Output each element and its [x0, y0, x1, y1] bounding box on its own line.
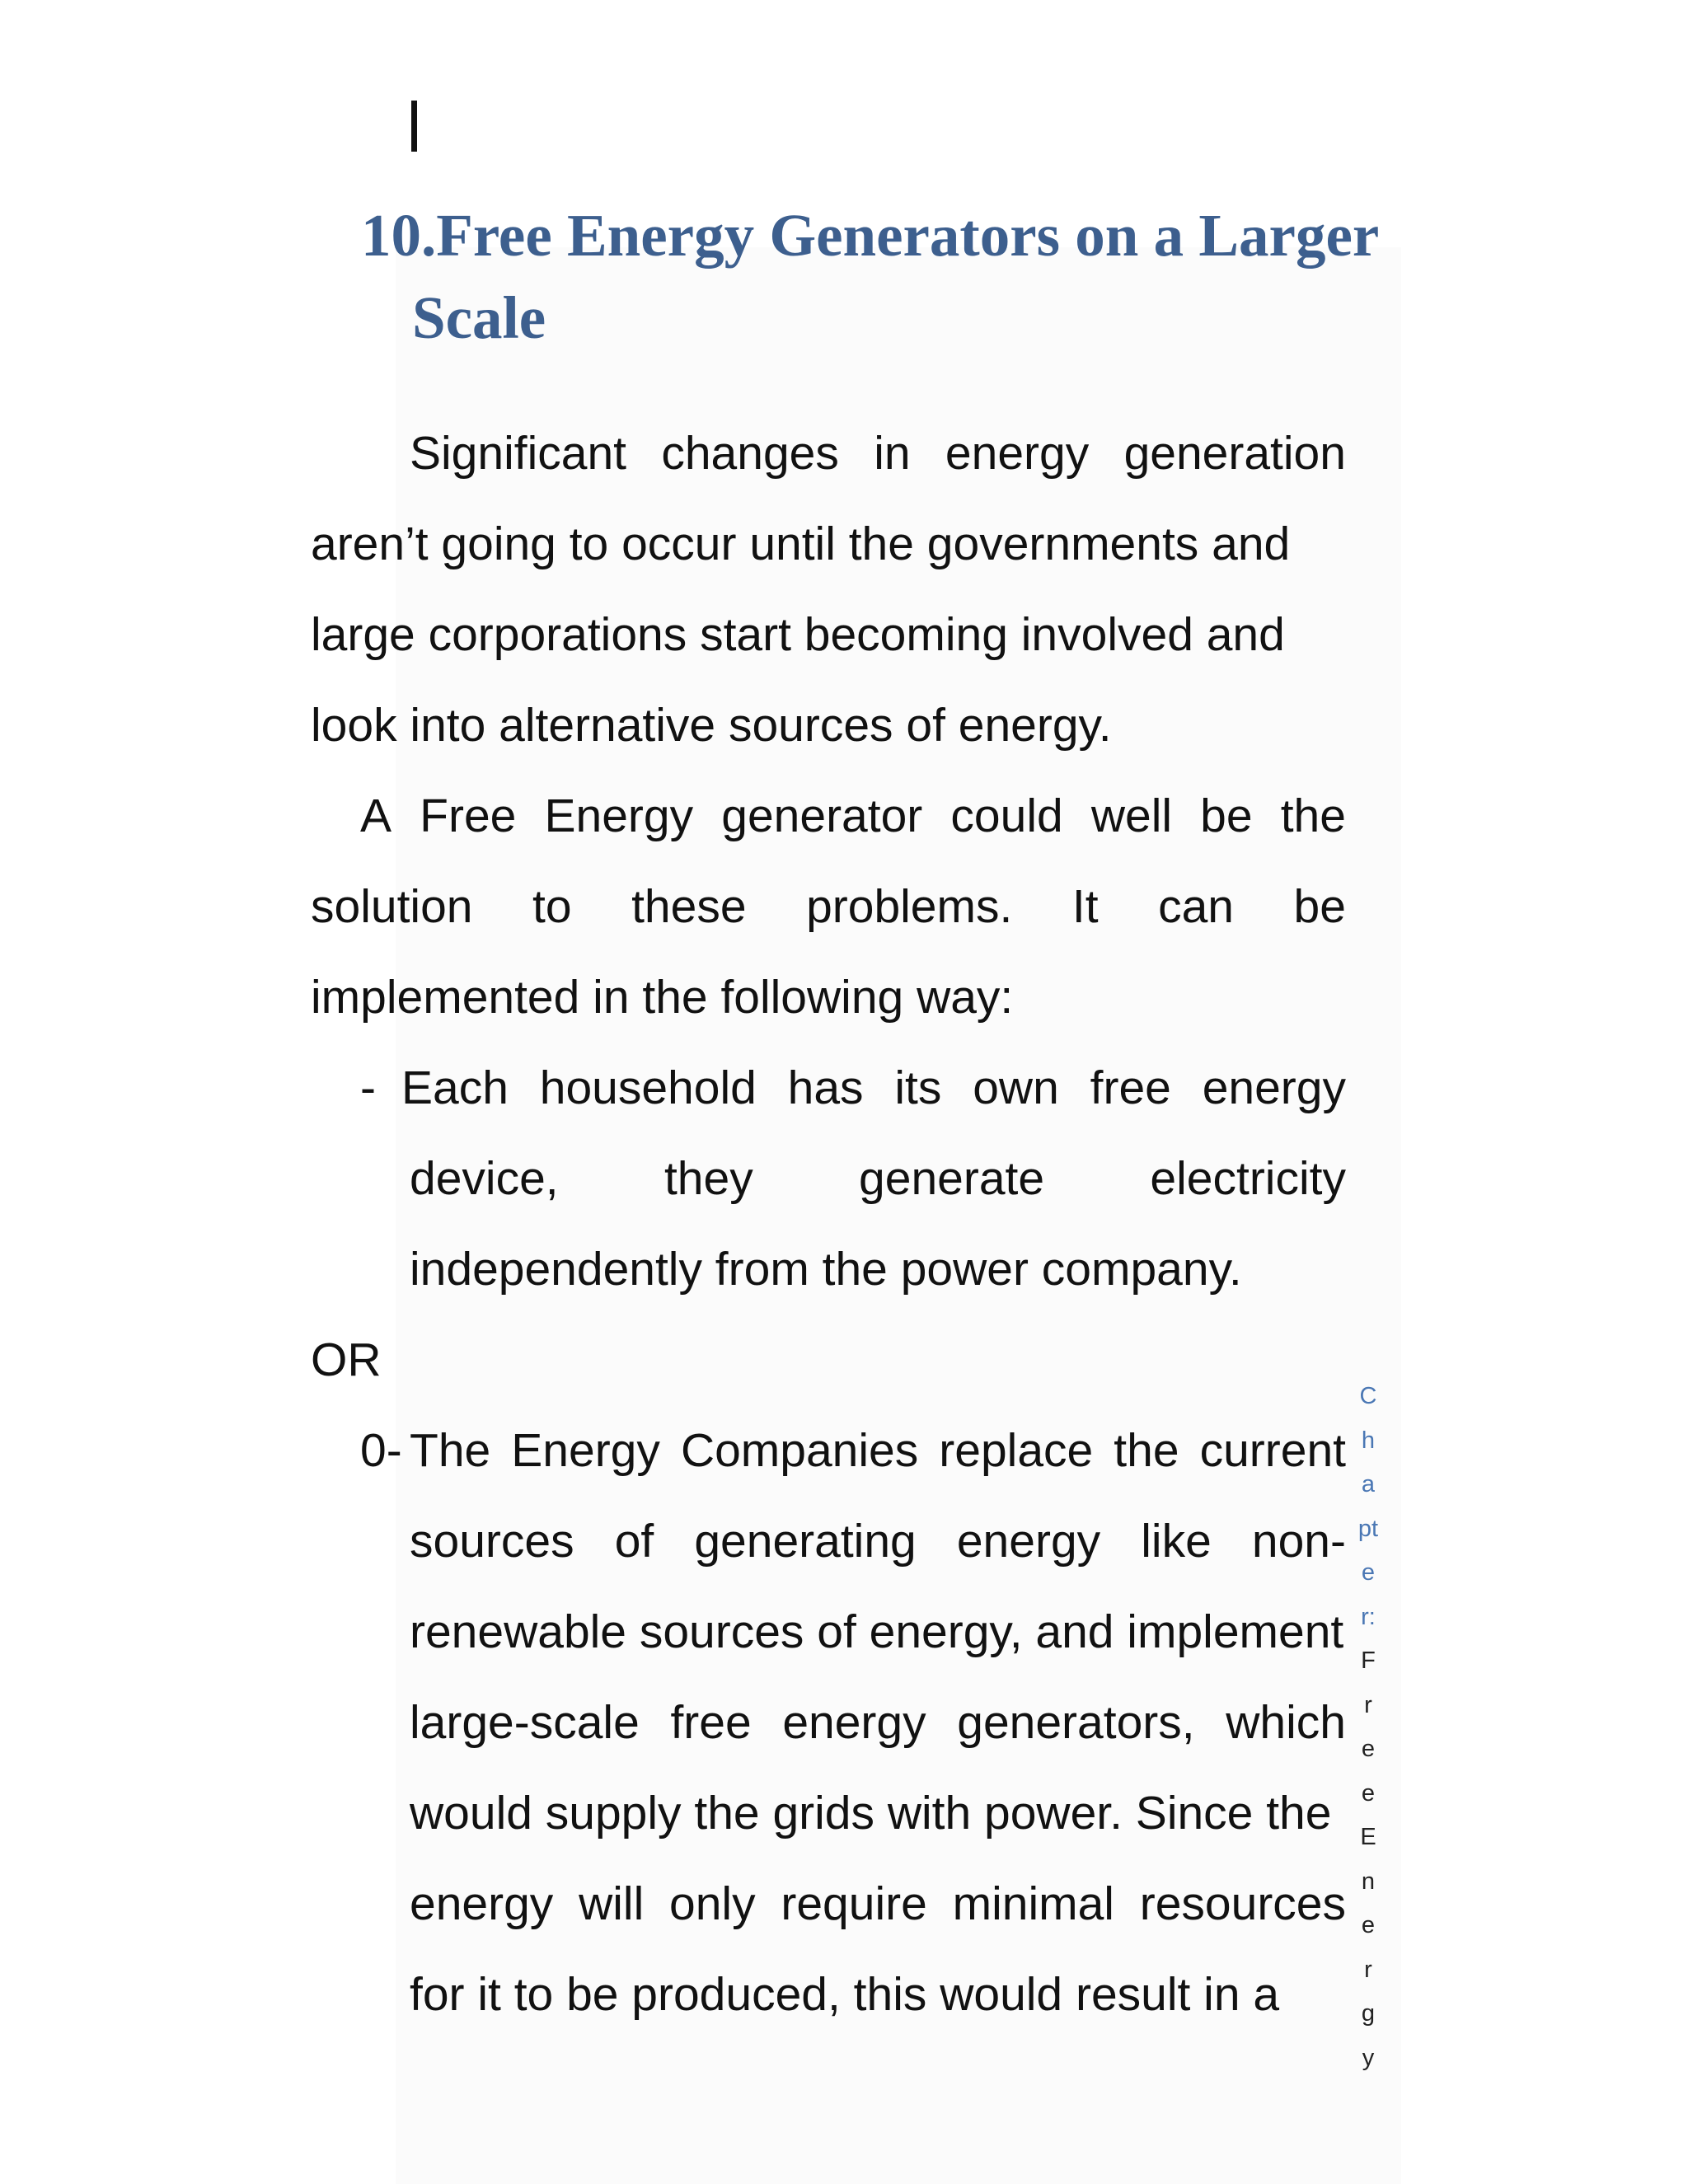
paragraph-2-line-2: [311, 878, 1346, 935]
side-char: n: [1361, 1868, 1376, 1895]
word: It: [1071, 880, 1099, 933]
list-item-2-line-5: would supply the grids with power. Since the: [410, 1787, 1332, 1840]
word: require: [781, 1877, 927, 1930]
word: minimal: [952, 1877, 1114, 1930]
side-char: h: [1361, 1427, 1376, 1454]
heading-line-2: Scale: [412, 284, 546, 351]
list-item-2-line-6: [410, 1875, 1346, 1933]
word: Significant: [410, 427, 626, 480]
list-marker-number: 0-: [360, 1424, 402, 1477]
side-char: r: [1364, 1956, 1372, 1983]
or-separator: OR: [311, 1333, 382, 1386]
word: the: [1280, 790, 1346, 842]
paragraph-1-line-4: look into alternative sources of energy.: [311, 699, 1112, 752]
word: these: [631, 880, 747, 933]
word: energy: [956, 1515, 1101, 1568]
word: energy: [1202, 1062, 1346, 1114]
word: current: [1199, 1424, 1346, 1477]
paragraph-1-line-2: aren’t going to occur until the governments and: [311, 518, 1291, 570]
word: in: [874, 427, 911, 480]
list-item-2-line-1: [410, 1422, 1346, 1479]
text-cursor: [411, 101, 417, 152]
word: of: [614, 1515, 654, 1568]
word: be: [1293, 880, 1346, 933]
word: well: [1090, 790, 1173, 842]
word: generation: [1123, 427, 1346, 480]
side-char: e: [1361, 1912, 1376, 1938]
word: Free: [420, 790, 517, 842]
side-char: r:: [1361, 1603, 1376, 1630]
paragraph-1-line-1: [410, 424, 1346, 482]
word: Energy: [511, 1424, 660, 1477]
side-char: r: [1364, 1691, 1372, 1718]
side-char: e: [1361, 1779, 1376, 1807]
word: which: [1226, 1696, 1346, 1749]
paragraph-2-line-1: [360, 787, 1346, 845]
word: resources: [1139, 1877, 1346, 1930]
paragraph-2-line-3: implemented in the following way:: [311, 971, 1014, 1024]
side-char: e: [1361, 1736, 1376, 1762]
side-char: a: [1361, 1471, 1376, 1497]
word: only: [669, 1877, 756, 1930]
word: Energy: [544, 790, 694, 842]
word: problems.: [806, 880, 1013, 933]
side-char: C: [1359, 1383, 1377, 1409]
word: non-: [1251, 1515, 1346, 1568]
word: A: [360, 790, 392, 842]
word: its: [894, 1062, 942, 1114]
word: will: [579, 1877, 645, 1930]
word: free: [1090, 1062, 1171, 1114]
word: generators,: [957, 1696, 1195, 1749]
word: generator: [721, 790, 923, 842]
list-item-1-line-2: [410, 1150, 1346, 1207]
word: the: [1114, 1424, 1179, 1477]
word: Companies: [680, 1424, 919, 1477]
list-item-2-line-7: for it to be produced, this would result in a: [410, 1968, 1280, 2021]
word: sources: [410, 1515, 574, 1568]
word: energy: [945, 427, 1090, 480]
list-item-1-line-3: independently from the power company.: [410, 1243, 1242, 1296]
list-marker-dash: -: [360, 1062, 376, 1114]
side-char: E: [1360, 1824, 1376, 1850]
list-item-1-line-1: [401, 1059, 1346, 1117]
heading-line-1: 10.Free Energy Generators on a Larger: [361, 202, 1380, 269]
list-item-2-line-3: renewable sources of energy, and implement: [410, 1605, 1344, 1658]
word: like: [1141, 1515, 1212, 1568]
word: device,: [410, 1152, 559, 1205]
side-chapter-label: [1352, 1375, 1385, 2080]
side-char: y: [1362, 2044, 1375, 2071]
word: energy: [410, 1877, 554, 1930]
word: generating: [694, 1515, 917, 1568]
word: changes: [661, 427, 839, 480]
word: household: [539, 1062, 757, 1114]
word: free: [670, 1696, 752, 1749]
word: to: [532, 880, 572, 933]
word: own: [973, 1062, 1059, 1114]
word: electricity: [1150, 1152, 1346, 1205]
chapter-heading: [361, 194, 1432, 359]
word: they: [663, 1152, 753, 1205]
word: generate: [859, 1152, 1045, 1205]
word: can: [1158, 880, 1234, 933]
word: large-scale: [410, 1696, 640, 1749]
word: replace: [939, 1424, 1094, 1477]
word: energy: [782, 1696, 926, 1749]
list-item-2-line-2: [410, 1512, 1346, 1570]
list-item-2-line-4: [410, 1694, 1346, 1751]
word: The: [410, 1424, 491, 1477]
paragraph-1-line-3: large corporations start becoming involved and: [311, 608, 1285, 661]
word: has: [787, 1062, 864, 1114]
word: Each: [401, 1062, 509, 1114]
side-char: g: [1361, 2000, 1376, 2027]
word: could: [950, 790, 1063, 842]
word: be: [1200, 790, 1253, 842]
side-char: F: [1361, 1647, 1376, 1674]
side-char: e: [1361, 1559, 1376, 1586]
side-char: pt: [1357, 1515, 1379, 1542]
word: solution: [311, 880, 473, 933]
